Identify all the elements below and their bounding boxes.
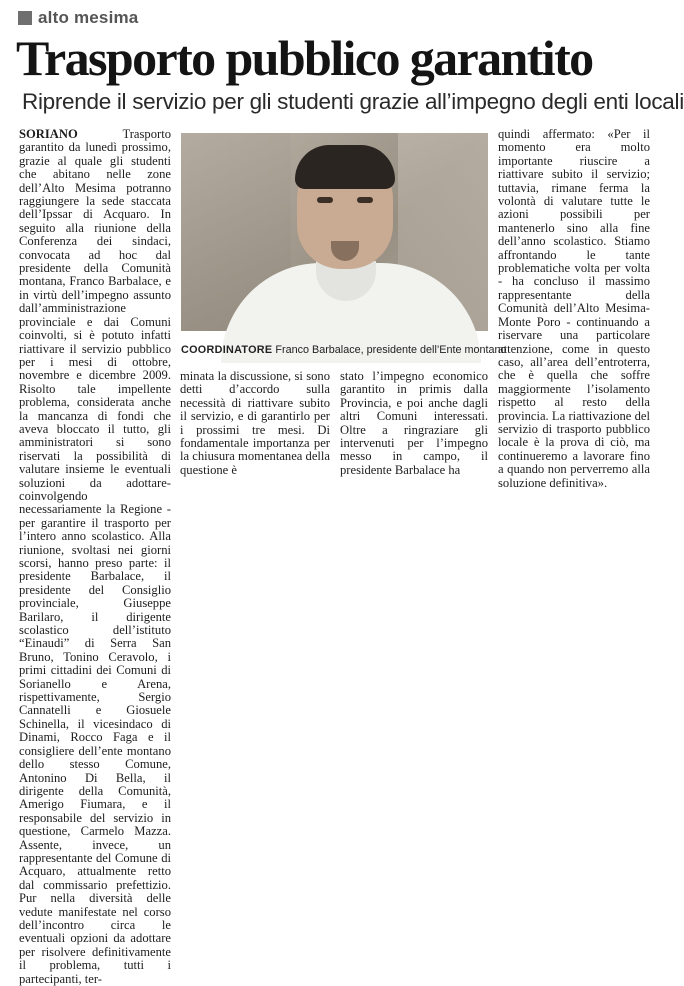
column-1-text: Trasporto garantito da lunedì prossimo, grazie al quale gli studenti che abitano nelle zone dell’Alto Mesima potranno raggiungere la sede staccata dell’Ipssar di Acquaro. In seguito alla riunione della Conferenza dei sindaci, convocata ad hoc dal presidente della Comunità montana, Franco Barbalace, e in virtù dell’impegno assunto dall’amministrazione provinciale e dai Comuni coinvolti, si è potuto infatti riattivare il servizio pubblico per i mesi di ottobre, novembre e dicembre 2009. Risolto tale impellente problema, considerata anche la mancanza di fondi che aveva bloccato il tutto, gli amministratori si sono riservati la possibilità di valutare insieme le eventuali soluzioni da adottare- coinvolgendo necessariamente la Regione - per garantire il trasporto per l’intero anno scolastico. Alla riunione, svoltasi nei giorni scorsi, hanno preso parte: il presidente Barbalace, il presidente del Consiglio provinciale, Giuseppe Barilaro, il dirigente scolastico dell’istituto “Einaudi” di Serra San Bruno, Tonino Ceravolo, i primi cittadini dei Comuni di Sorianello e Arena, rispettivamente, Sergio Cannatelli e Giosuele Schinella, il vicesindaco di Dinami, Rocco Faga e il consigliere dell’ente montano dello stesso Comune, Antonino Di Bella, il dirigente della Comunità, Amerigo Fiumara, e il responsabile del servizio in questione, Carmelo Mazza. Assente, invece, un rappresentante del Comune di Acquaro, attualmente retto dal commissario prefettizio. Pur nella diversità delle vedute manifestate nel corso dell’incontro circa le eventuali opzioni da adottare per risolvere definitivamente il problema, tutti i partecipanti, ter- — [19, 127, 171, 986]
article-column-1 — [19, 127, 171, 986]
dateline: SORIANO — [19, 127, 78, 141]
caption-label: COORDINATORE — [181, 344, 273, 356]
column-4-text: quindi affermato: «Per il momento era molto importante riuscire a riattivare subito il servizio; tuttavia, rimane ferma la volontà di valutare tutte le azioni possibili per mantenerlo sino alla fine dell’anno scolastico. Stiamo affrontando le tante problematiche volta per volta - ha concluso il massimo rappresentante della Comunità dell’Alto Mesima- Monte Poro - continuando a riservare una particolare attenzione, come in questo caso, all’area dell’entroterra, che è quella che soffre maggiormente l’isolamento rispetto al resto della provincia. La riattivazione del servizio di trasporto pubblico locale è la prova di ciò, ma continueremo a lavorare fino a quando non perverremo alla soluzione definitiva». — [498, 127, 650, 490]
article-column-4 — [498, 128, 650, 490]
section-square-icon — [18, 11, 32, 25]
headline: Trasporto pubblico garantito — [16, 30, 593, 86]
photo-caption — [181, 344, 507, 356]
column-2-text: minata la discussione, si sono detti d’accordo sulla necessità di riattivare subito il servizio, e di garantirlo per i prossimi tre mesi. Di fondamentale importanza per la chiusura momentanea della questione è — [180, 369, 331, 477]
subheadline: Riprende il servizio per gli studenti grazie all’impegno degli enti locali — [22, 89, 684, 114]
article-column-3 — [340, 370, 488, 477]
article-column-2 — [180, 370, 330, 477]
portrait-photo — [181, 133, 488, 331]
section-label: alto mesima — [38, 8, 139, 27]
column-3-text: stato l’impegno economico garantito in primis dalla Provincia, e poi anche dagli altri Comuni interessati. Oltre a ringraziare gli intervenuti per l’impegno messo in campo, il presidente Barbalace ha — [340, 369, 488, 477]
section-header — [18, 8, 138, 28]
caption-text: Franco Barbalace, presidente dell’Ente montano — [272, 344, 507, 356]
